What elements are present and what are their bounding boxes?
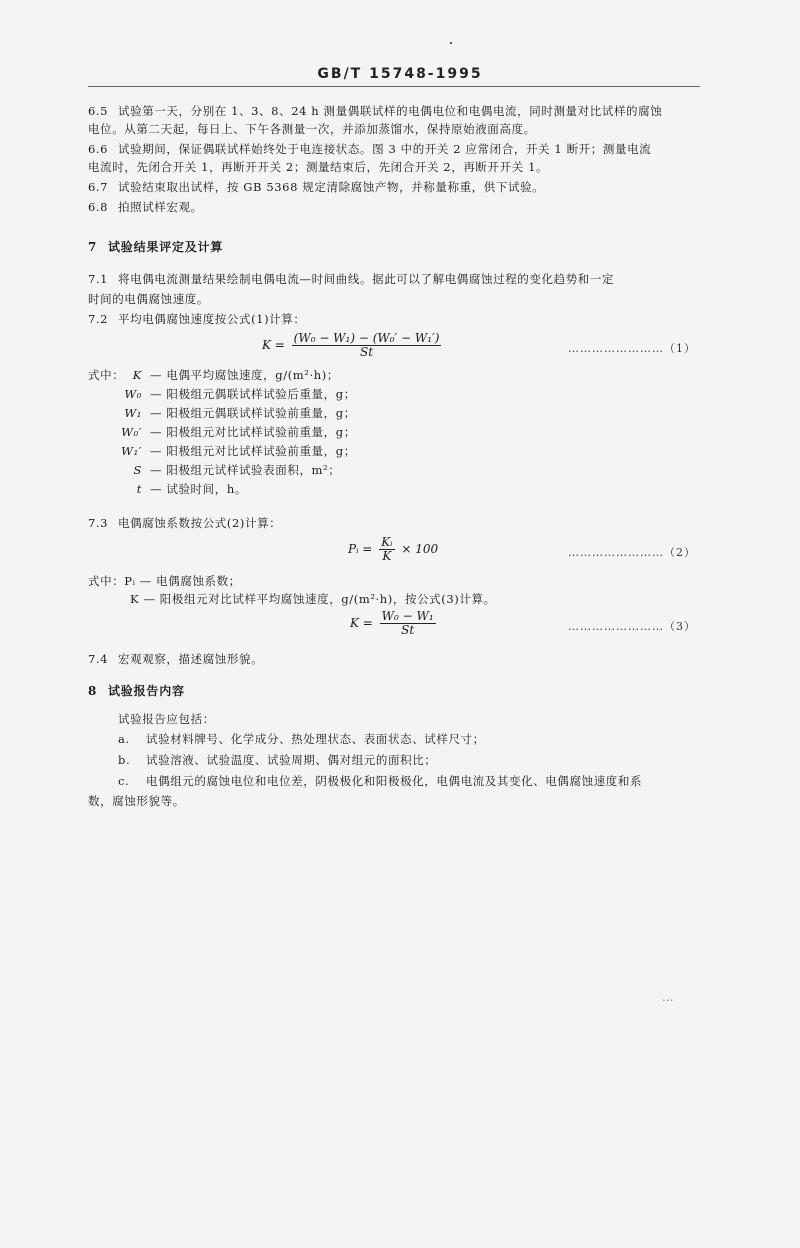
clause-text: 平均电偶腐蚀速度按公式(1)计算：: [118, 312, 306, 326]
report-items: [118, 732, 642, 795]
clause-7-2: [88, 312, 306, 327]
formula-lhs: K =: [262, 338, 285, 352]
clause-6-6-cont: 电流时，先闭合开关 1，再断开开关 2；测量结束后，先闭合开关 2，再断开开关 1。: [88, 160, 549, 174]
variable-symbol: W₁′: [121, 444, 142, 458]
variable-description: — 阳极组元偶联试样试验前重量，g；: [150, 406, 356, 420]
clause-text: 拍照试样宏观。: [118, 200, 203, 214]
report-item-text: 试验材料牌号、化学成分、热处理状态、表面状态、试样尺寸；: [146, 732, 485, 746]
formula-numerator: W₀ − W₁: [381, 609, 434, 623]
section-title: 试验结果评定及计算: [108, 240, 224, 254]
section-number: 7: [88, 240, 98, 254]
clause-number: 7.4: [88, 652, 109, 666]
where-definition-2: K — 阳极组元对比试样平均腐蚀速度，g/(m²·h)，按公式(3)计算。: [130, 592, 496, 606]
equation-number-3: ……………………（3）: [568, 620, 696, 633]
variable-symbol: W₁: [124, 406, 142, 420]
clause-text: 试验第一天，分别在 1、3、8、24 h 测量偶联试样的电偶电位和电偶电流，同时测量对比试样的腐蚀: [118, 104, 663, 118]
variable-definition: [96, 463, 356, 482]
footer-mark: …: [662, 990, 675, 1004]
variable-definitions-1: [96, 368, 356, 501]
variable-definition: [96, 387, 356, 406]
clause-number: 6.7: [88, 180, 109, 194]
clause-number: 6.6: [88, 142, 109, 156]
clause-6-7: [88, 180, 544, 195]
report-item: [118, 774, 642, 795]
clause-number: 6.8: [88, 200, 109, 214]
variable-definition: [96, 482, 356, 501]
variable-definition: [96, 406, 356, 425]
clause-text: 电偶腐蚀系数按公式(2)计算：: [118, 516, 282, 530]
report-item-label: b.: [118, 753, 131, 767]
variable-symbol: S: [133, 463, 142, 477]
report-item-label: c.: [118, 774, 130, 788]
formula-tail: × 100: [401, 542, 439, 556]
clause-6-6: [88, 142, 651, 157]
report-item-text: 试验溶液、试验温度、试验周期、偶对组元的面积比；: [146, 753, 437, 767]
equation-number-2: ……………………（2）: [568, 546, 696, 559]
clause-text: 试验期间，保证偶联试样始终处于电连接状态。图 3 中的开关 2 应常闭合，开关 1 断开；测量电流: [118, 142, 652, 156]
variable-symbol: W₀: [124, 387, 142, 401]
report-item-text: 电偶组元的腐蚀电位和电位差，阴极极化和阳极极化，电偶电流及其变化、电偶腐蚀速度和系: [146, 774, 643, 788]
clause-number: 6.5: [88, 104, 109, 118]
where-intro-2: 式中：Pᵢ — 电偶腐蚀系数；: [88, 574, 241, 588]
variable-symbol: W₀′: [121, 425, 142, 439]
clause-6-8: [88, 200, 203, 215]
formula-numerator: (W₀ − W₁) − (W₀′ − W₁′): [293, 331, 440, 345]
report-intro: 试验报告应包括：: [118, 712, 215, 726]
formula-denominator: K: [382, 549, 392, 563]
formula-lhs: K =: [350, 616, 373, 630]
formula-fraction: [380, 610, 436, 637]
section-title: 试验报告内容: [108, 684, 185, 698]
clause-number: 7.1: [88, 272, 109, 286]
variable-definition: [96, 425, 356, 444]
clause-text: 宏观观察，描述腐蚀形貌。: [118, 652, 264, 666]
clause-6-5: [88, 104, 662, 119]
clause-text: 试验结束取出试样，按 GB 5368 规定清除腐蚀产物，并称量称重，供下试验。: [118, 180, 545, 194]
clause-text: 将电偶电流测量结果绘制电偶电流—时间曲线。据此可以了解电偶腐蚀过程的变化趋势和一定: [118, 272, 615, 286]
equation-number-1: ……………………（1）: [568, 342, 696, 355]
scan-speck: [450, 42, 452, 44]
variable-description: — 阳极组元对比试样试验前重量，g；: [150, 444, 356, 458]
formula-3: [350, 610, 439, 637]
formula-fraction: [379, 536, 394, 563]
where-intro-1: 式中：: [88, 368, 125, 382]
report-item-label: a.: [118, 732, 130, 746]
clause-7-3: [88, 516, 281, 531]
section-8-heading: [88, 682, 185, 699]
variable-definition: [96, 368, 356, 387]
variable-description: — 电偶平均腐蚀速度，g/(m²·h)；: [150, 368, 339, 382]
report-item-c-cont: 数，腐蚀形貌等。: [88, 794, 185, 808]
header-rule: [88, 86, 700, 87]
section-7-heading: [88, 238, 223, 255]
report-item: [118, 753, 642, 774]
clause-number: 7.3: [88, 516, 109, 530]
clause-7-1: [88, 272, 614, 287]
variable-definition: [96, 444, 356, 463]
clause-7-1-cont: 时间的电偶腐蚀速度。: [88, 292, 209, 306]
variable-symbol: t: [136, 482, 142, 496]
clause-7-4: [88, 652, 263, 667]
report-item: [118, 732, 642, 753]
page-header: GB/T 15748-1995: [317, 66, 483, 82]
formula-lhs: Pᵢ =: [348, 542, 373, 556]
formula-denominator: St: [401, 623, 415, 637]
clause-6-5-cont: 电位。从第二天起，每日上、下午各测量一次，并添加蒸馏水，保持原始液面高度。: [88, 122, 536, 136]
variable-description: — 阳极组元试样试验表面积，m²；: [150, 463, 341, 477]
formula-1: [262, 332, 444, 359]
variable-symbol: K: [132, 368, 142, 382]
variable-description: — 试验时间，h。: [150, 482, 247, 496]
formula-fraction: [292, 332, 442, 359]
clause-number: 7.2: [88, 312, 109, 326]
variable-description: — 阳极组元对比试样试验前重量，g；: [150, 425, 356, 439]
section-number: 8: [88, 684, 98, 698]
variable-description: — 阳极组元偶联试样试验后重量，g；: [150, 387, 356, 401]
formula-2: [348, 536, 438, 563]
formula-denominator: St: [360, 345, 374, 359]
formula-numerator: Kᵢ: [381, 535, 393, 549]
